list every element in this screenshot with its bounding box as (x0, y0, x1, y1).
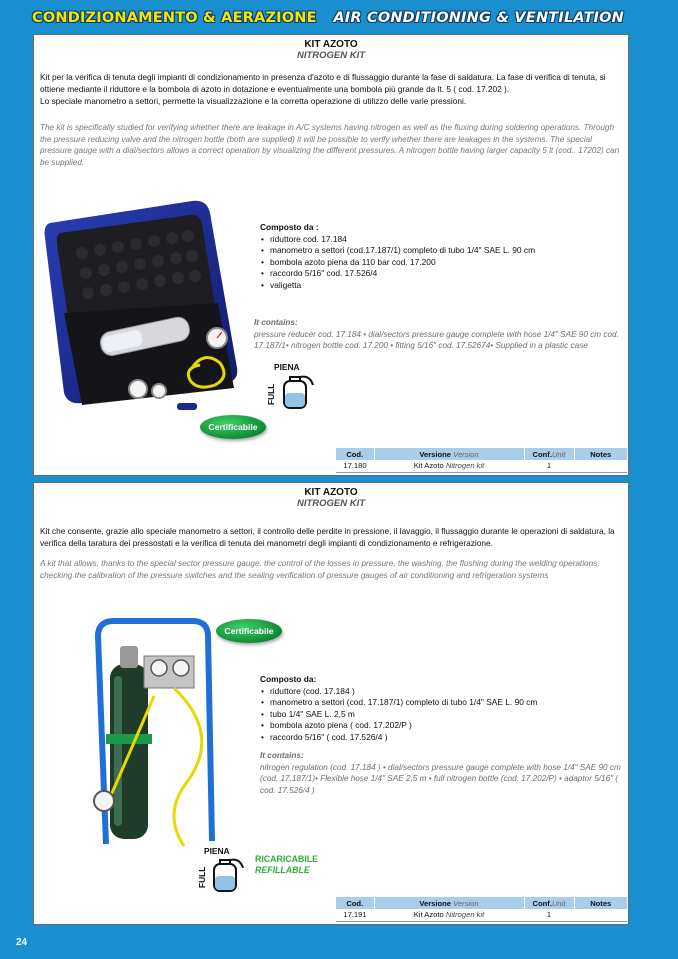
refillable-en: REFILLABLE (255, 865, 310, 875)
description-it (40, 71, 624, 107)
cell-versione (374, 460, 524, 472)
nitrogen-kit-case-photo (42, 193, 242, 418)
gas-cylinder-icon (206, 856, 246, 894)
col-header-versione-en: Version (453, 898, 479, 908)
contains-text: pressure reducer cod. 17.184 • dial/sectors pressure gauge complete with hose 1/4" SAE 90 cm cod. 17.187/1• nitrogen bottle cod. 17.200 • fitting 5/16" cod. 17.52674• Supplied in a plastic case (254, 329, 619, 350)
cell-cod: 17.180 (336, 460, 374, 472)
col-header-notes: Notes (574, 897, 627, 909)
product-title: KIT AZOTO (304, 487, 358, 498)
col-header-versione-it: Versione (419, 449, 452, 459)
cylinder-full-label-it: PIENA (204, 846, 230, 856)
cell-versione-it: Kit Azoto (413, 910, 444, 920)
cell-versione-it: Kit Azoto (413, 461, 444, 471)
contains-block (254, 317, 626, 352)
composition-list (260, 674, 620, 744)
col-header-cod: Cod. (336, 448, 374, 460)
col-header-versione-en: Version (453, 449, 479, 459)
cell-versione (374, 909, 524, 921)
refillable-label (255, 854, 318, 876)
col-header-conf (524, 897, 574, 909)
cylinder-full-label-en: FULL (197, 866, 207, 888)
contains-title: It contains: (260, 751, 304, 760)
description-en: A kit that allows, thanks to the special sector pressure gauge, the control of the losses in pressure, the washing, the flushing during the welding operations, checking the calibration of the pressure switches and the sealing verification of pressure gauges of air conditioning and refrigeration systems (40, 559, 600, 580)
header-title-it: CONDIZIONAMENTO & AERAZIONE (32, 10, 317, 26)
table-row (336, 460, 627, 472)
product-title: KIT AZOTO (304, 39, 358, 50)
product-table (336, 448, 627, 473)
description-it-para: Kit per la verifica di tenuta degli impianti di condizionamento in presenza d'azoto e di flussaggio durante la fase di saldatura. La fase di verifica di tenuta, si ottiene mediante il riduttore e la bombola di azoto in dotazione e eventualmente una bombola più grande da lt. 5 ( cod. 17.202 ). (40, 72, 606, 94)
composition-list (260, 222, 620, 292)
composition-item: • riduttore cod. 17.184 (260, 234, 620, 246)
header-title-en: AIR CONDITIONING & VENTILATION (333, 10, 624, 26)
contains-block (260, 750, 626, 796)
composition-item: • raccordo 5/16" cod. 17.526/4 (260, 268, 620, 280)
composition-item: • valigetta (260, 280, 620, 292)
cylinder-full-label-en: FULL (266, 383, 276, 405)
col-header-versione (374, 897, 524, 909)
cell-conf: 1 (524, 460, 574, 472)
col-header-versione (374, 448, 524, 460)
composition-item: • manometro a settori (cod.17.187/1) completo di tubo 1/4" SAE L. 90 cm (260, 245, 620, 257)
refillable-it: RICARICABILE (255, 854, 319, 864)
page-number: 24 (16, 937, 28, 948)
nitrogen-cylinder-kit-photo (84, 616, 254, 851)
composition-item: • bombola azoto piena ( cod. 17.202/P ) (260, 720, 620, 732)
contains-title: It contains: (254, 318, 298, 327)
product-subtitle: NITROGEN KIT (296, 50, 366, 61)
composition-item: • riduttore (cod. 17.184 ) (260, 686, 620, 698)
composition-title: Composto da: (260, 674, 317, 684)
product-panel-2 (33, 482, 629, 925)
cell-versione-en: Nitrogen kit (445, 461, 485, 471)
table-header-row (336, 897, 627, 909)
description-it-para: Kit che consente, grazie allo speciale manometro a settori, il controllo delle perdite in pressione, il lavaggio, il flussaggio durante le operazioni di saldatura, la verifica della taratura dei pressostati e la verifica di tenuta dei manometri degli impianti di condizionamento e refrigerazione. (40, 526, 615, 548)
cell-cod: 17.191 (336, 909, 374, 921)
table-header-row (336, 448, 627, 460)
cell-versione-en: Nitrogen kit (445, 910, 485, 920)
cell-conf: 1 (524, 909, 574, 921)
table-row (336, 909, 627, 921)
col-header-conf-en: Unit (551, 898, 566, 908)
certifiable-badge: Certificabile (216, 619, 282, 643)
cylinder-full-label-it: PIENA (274, 362, 300, 372)
page-header (0, 0, 678, 34)
description-en: The kit is specifically studied for verifying whether there are leakage in A/C systems having nitrogen as well as the fluxing during soldering operations. Through the pressure reducing valve and the nitrogen bottle (both are supplied) it will be possible to verify whether there are leakages in the systems. The special pressure gauge with a dial/sectors allows a correct operation by visualizing the different pressures. A nitrogen bottle having larger capacity 5 lt (cod.. 17202) can be supplied. (40, 123, 620, 167)
product-subtitle: NITROGEN KIT (296, 498, 366, 509)
description-it (40, 525, 624, 549)
cell-notes (574, 909, 627, 921)
composition-item: • bombola azoto piena da 110 bar cod. 17.200 (260, 257, 620, 269)
composition-item: • manometro a settori (cod. 17.187/1) completo di tubo 1/4" SAE L. 90 cm (260, 697, 620, 709)
col-header-conf-it: Conf. (532, 898, 552, 908)
certifiable-badge: Certificabile (200, 415, 266, 439)
product-panel-1 (33, 34, 629, 476)
contains-text: nitrogen regulation (cod. 17.184 ) • dial/sectors pressure gauge complete with hose 1/4" SAE 90 cm (cod. 17.187/1)• Flexible hose 1/4" SAE 2,5 m • full nitrogen bottle (cod. 17.202/P) • adaptor 5/16" ( cod. 17.526/4 ) (260, 762, 621, 795)
col-header-notes: Notes (574, 448, 627, 460)
col-header-versione-it: Versione (419, 898, 452, 908)
col-header-conf-it: Conf. (532, 449, 552, 459)
product-table (336, 897, 627, 922)
composition-title: Composto da : (260, 222, 319, 232)
gas-cylinder-icon (276, 373, 316, 411)
description-it-para: Lo speciale manometro a settori, permette la visualizzazione e la corretta operazione di utilizzo delle varie pressioni. (40, 96, 467, 106)
col-header-conf-en: Unit (551, 449, 566, 459)
composition-item: • tubo 1/4" SAE L. 2,5 m (260, 709, 620, 721)
cell-notes (574, 460, 627, 472)
col-header-conf (524, 448, 574, 460)
composition-item: • raccordo 5/16" ( cod. 17.526/4 ) (260, 732, 620, 744)
col-header-cod: Cod. (336, 897, 374, 909)
